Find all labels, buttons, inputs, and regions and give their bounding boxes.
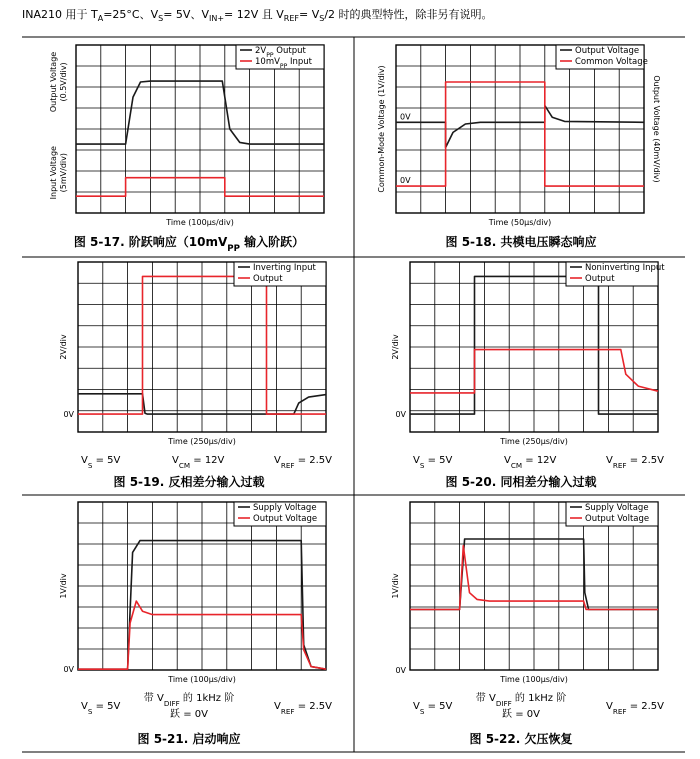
figure-caption [470,731,573,746]
y-axis-label: (5mV/div) [59,153,68,193]
subscript: S [87,706,93,716]
x-axis-label: Time (100µs/div) [166,218,234,227]
subscript: REF [612,706,627,716]
figure-caption [446,474,597,489]
header-text: = 12V 且 V [224,8,284,21]
legend-label [253,514,317,524]
subscript: CM [178,460,191,470]
y-axis-label: (0.5V/div) [59,62,68,102]
subscript: REF [280,706,295,716]
text-run: 的 1kHz 阶 [179,693,235,704]
zero-label: 0V [395,666,406,675]
figure-caption [446,234,597,249]
text-run: Inverting Input [253,263,316,273]
text-run: Common Voltage [575,57,648,67]
condition-vcm [504,455,557,470]
text-run: Output Voltage [575,46,640,56]
condition-vs [81,701,121,716]
text-run: = 2.5V [626,701,664,712]
subscript: PP [227,244,240,254]
legend-label [253,274,283,284]
legend-label [585,263,665,273]
text-run: Output Voltage [253,514,318,524]
y-axis-label: Output Voltage (40mV/div) [652,75,661,183]
subscript: S [419,706,425,716]
legend-label [253,263,317,273]
figure-caption [74,234,304,254]
header-sub: S [319,14,325,24]
text-run: Supply Voltage [253,503,317,513]
subscript: REF [612,460,627,470]
condition-vref [274,455,332,470]
chart-fig20 [391,262,665,489]
condition-vref [606,455,664,470]
condition-vcm [172,455,225,470]
text-run: Supply Voltage [585,503,649,513]
legend-label [585,514,649,524]
y-axis-label: Input Voltage [49,146,58,200]
header-sub: IN+ [208,14,225,24]
text-run: Output [253,274,283,284]
text-run: V [81,701,88,712]
text-run: V [606,701,613,712]
subscript: DIFF [495,698,512,708]
text-run: = 5V [92,455,121,466]
text-run: 输入阶跃） [239,235,305,249]
condition-vref [606,701,664,716]
condition-vs [81,455,121,470]
condition-vdiff [476,691,566,708]
zero-label: 0V [395,410,406,420]
text-run: 带 V [475,693,496,704]
header-text: 用于 T [65,8,98,21]
figure-caption [114,474,265,489]
header-sub: S [158,14,164,24]
header-text: = 5V、V [163,8,209,21]
y-axis-label: 1V/div [391,573,400,599]
text-run: V [81,455,88,466]
condition-vref [274,701,332,716]
zero-label: 0V [63,665,74,675]
condition-vs [413,455,453,470]
text-run: = 2.5V [626,455,664,466]
text-run: Output Voltage [585,514,650,524]
subscript: DIFF [163,698,180,708]
y-axis-label: 2V/div [391,334,400,360]
subscript: PP [266,51,274,59]
header-text: = V [299,8,320,21]
legend-label [575,46,639,56]
text-run: 图 5-22. 欠压恢复 [469,732,573,746]
legend-label [585,503,649,513]
x-axis-label: Time (100µs/div) [500,675,568,684]
chart-fig21 [59,502,332,746]
text-run: = 5V [92,701,121,712]
y-axis-label: 2V/div [59,334,68,360]
chart-fig17 [49,45,324,254]
header-chip: INA210 [22,8,62,21]
x-axis-label: Time (100µs/div) [168,675,236,684]
zero-label: 0V [400,112,411,122]
header-text: =25°C、V [103,8,159,21]
x-axis-label: Time (250µs/div) [500,437,568,446]
text-run: V [606,455,613,466]
chart-fig18 [377,45,661,249]
subscript: S [87,460,93,470]
text-run: V [172,455,179,466]
legend-label [253,503,317,513]
chart-fig19 [59,262,332,489]
figure-caption [138,731,241,746]
subscript: CM [510,460,523,470]
condition-vs [413,701,453,716]
header-sub: REF [283,14,299,24]
text-run: 图 5-20. 同相差分输入过载 [445,475,597,489]
text-run: 的 1kHz 阶 [511,693,567,704]
text-run: V [274,701,281,712]
condition-vdiff: 跃 = 0V [170,709,208,720]
zero-label: 0V [400,176,411,186]
condition-vdiff: 跃 = 0V [502,709,540,720]
zero-label: 0V [63,410,74,420]
subscript: S [419,460,425,470]
text-run: Output [585,274,615,284]
chart-fig22 [391,502,664,746]
text-run: = 5V [424,455,453,466]
legend-label [575,57,648,67]
text-run: V [274,455,281,466]
text-run: = 2.5V [294,455,332,466]
condition-vdiff [144,691,234,708]
text-run: 图 5-19. 反相差分输入过载 [113,475,265,489]
text-run: V [504,455,511,466]
y-axis-label: Output Voltage [49,51,58,113]
text-run: V [413,455,420,466]
text-run: 10mV [255,57,280,67]
header-text: /2 时的典型特性，除非另有说明。 [324,8,493,21]
y-axis-label: 1V/div [59,573,68,599]
text-run: 2V [255,46,267,56]
text-run: V [413,701,420,712]
text-run: 图 5-17. 阶跃响应（10mV [73,235,228,249]
text-run: = 2.5V [294,701,332,712]
text-run: 带 V [143,693,164,704]
y-axis-label: Common-Mode Voltage (1V/div) [377,65,386,193]
x-axis-label: Time (50µs/div) [488,218,552,227]
text-run: 图 5-18. 共模电压瞬态响应 [445,235,597,249]
text-run: Input [287,57,313,67]
subscript: PP [279,62,288,70]
text-run: Noninverting Input [585,263,665,273]
header-sub: A [97,14,104,24]
text-run: = 5V [424,701,453,712]
legend-label [585,274,615,284]
subscript: REF [280,460,295,470]
text-run: 图 5-21. 启动响应 [137,732,241,746]
text-run: Output [273,46,306,56]
text-run: = 12V [522,455,557,466]
text-run: = 12V [190,455,225,466]
x-axis-label: Time (250µs/div) [168,437,236,446]
